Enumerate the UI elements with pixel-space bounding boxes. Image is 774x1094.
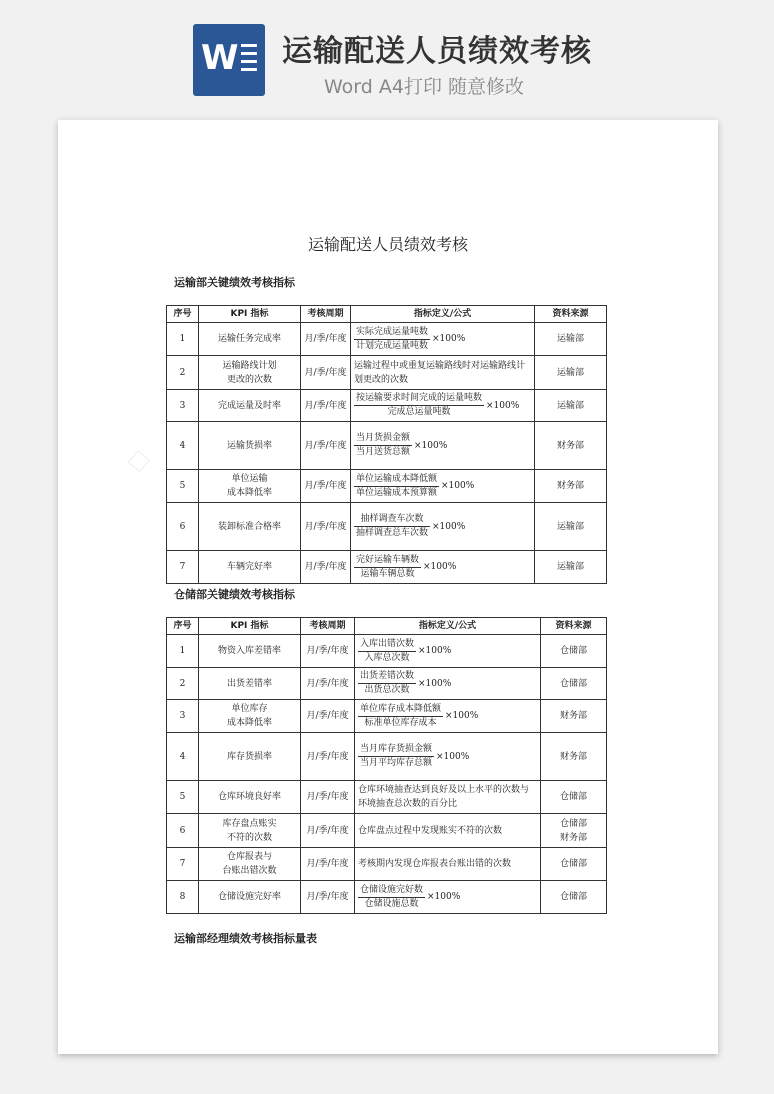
formula-numerator: 出货差错次数 xyxy=(358,670,416,684)
formula-fraction xyxy=(358,703,443,730)
storage-kpi-table xyxy=(166,617,607,914)
table-row xyxy=(167,356,607,390)
source-cell xyxy=(535,390,607,422)
kpi-name-line: 物资入库差错率 xyxy=(217,646,281,656)
kpi-cell xyxy=(199,356,301,390)
row-number: 2 xyxy=(167,668,199,700)
header-cycle: 考核周期 xyxy=(301,618,355,635)
cycle-cell: 月/季/年度 xyxy=(301,668,355,700)
table-row xyxy=(167,503,607,551)
formula-denominator: 完成总运量吨数 xyxy=(387,407,451,417)
source-name: 财务部 xyxy=(556,481,584,491)
source-cell xyxy=(535,470,607,503)
formula-numerator: 实际完成运量吨数 xyxy=(354,326,430,340)
formula-multiplier: ×100% xyxy=(445,711,479,721)
kpi-cell xyxy=(199,503,301,551)
table-header-row xyxy=(167,306,607,323)
formula-multiplier: ×100% xyxy=(423,562,457,572)
table-row xyxy=(167,635,607,668)
row-number: 5 xyxy=(167,781,199,814)
banner xyxy=(0,0,774,112)
definition-text: 运输过程中或重复运输路线时对运输路线计划更改的次数 xyxy=(354,360,526,385)
kpi-name-line: 仓库报表与 xyxy=(226,852,272,862)
document-page xyxy=(58,120,718,1054)
source-cell xyxy=(535,422,607,470)
header-source: 资料来源 xyxy=(535,306,607,323)
kpi-cell xyxy=(199,781,301,814)
transport-kpi-table xyxy=(166,305,607,584)
source-name: 财务部 xyxy=(559,832,587,843)
kpi-cell xyxy=(199,733,301,781)
definition-cell xyxy=(351,551,535,584)
kpi-name-line: 运输货损率 xyxy=(226,440,272,451)
definition-cell xyxy=(355,848,541,881)
kpi-name-line: 装卸标准合格率 xyxy=(217,521,281,532)
banner-subtitle: Word A4打印 随意修改 xyxy=(324,76,525,98)
table-row xyxy=(167,881,607,914)
definition-cell xyxy=(355,668,541,700)
kpi-cell xyxy=(199,390,301,422)
row-number: 3 xyxy=(167,390,199,422)
cycle-cell: 月/季/年度 xyxy=(301,814,355,848)
kpi-cell xyxy=(199,881,301,914)
cycle-cell: 月/季/年度 xyxy=(301,781,355,814)
cycle-cell: 月/季/年度 xyxy=(301,470,351,503)
formula-numerator: 完好运输车辆数 xyxy=(354,554,421,568)
table-row xyxy=(167,551,607,584)
formula-fraction xyxy=(358,743,434,770)
cycle-cell: 月/季/年度 xyxy=(301,635,355,668)
cycle-cell: 月/季/年度 xyxy=(301,356,351,390)
source-name: 仓储部 xyxy=(559,859,587,869)
formula-fraction xyxy=(354,326,430,353)
formula-multiplier: ×100% xyxy=(436,751,470,762)
kpi-name-line: 单位库存 xyxy=(231,704,268,714)
row-number: 7 xyxy=(167,848,199,881)
kpi-name-line: 库存货损率 xyxy=(226,751,272,762)
word-logo-letter: W xyxy=(201,38,239,78)
cycle-cell: 月/季/年度 xyxy=(301,700,355,733)
definition-cell xyxy=(355,700,541,733)
kpi-cell xyxy=(199,814,301,848)
header-cycle: 考核周期 xyxy=(301,306,351,323)
formula-multiplier: ×100% xyxy=(414,440,448,451)
table-row xyxy=(167,848,607,881)
source-name: 运输部 xyxy=(556,521,584,532)
kpi-name-line: 库存盘点账实 xyxy=(222,818,277,829)
kpi-cell xyxy=(199,470,301,503)
kpi-name-line: 运输路线计划 xyxy=(222,360,277,371)
kpi-name-line: 运输任务完成率 xyxy=(217,334,281,344)
source-cell xyxy=(541,700,607,733)
definition-cell xyxy=(355,733,541,781)
kpi-cell xyxy=(199,848,301,881)
formula-numerator: 入库出错次数 xyxy=(358,638,416,652)
formula-numerator: 单位运输成本降低额 xyxy=(354,473,439,487)
header-no: 序号 xyxy=(167,306,199,323)
source-name: 仓储部 xyxy=(559,892,587,902)
source-name: 财务部 xyxy=(556,440,584,451)
table-row xyxy=(167,422,607,470)
kpi-cell xyxy=(199,551,301,584)
definition-cell xyxy=(355,881,541,914)
formula-multiplier: ×100% xyxy=(441,481,475,491)
formula-fraction xyxy=(354,554,421,581)
formula-denominator: 当月送货总额 xyxy=(356,447,411,457)
section-title-storage: 仓储部关键绩效考核指标 xyxy=(174,588,295,601)
header-kpi: KPI 指标 xyxy=(199,618,301,635)
row-number: 5 xyxy=(167,470,199,503)
source-name: 运输部 xyxy=(556,334,584,344)
header-definition: 指标定义/公式 xyxy=(351,306,535,323)
source-name: 运输部 xyxy=(556,367,584,378)
definition-cell xyxy=(351,470,535,503)
cycle-cell: 月/季/年度 xyxy=(301,390,351,422)
row-number: 8 xyxy=(167,881,199,914)
kpi-name-line: 仓库环境良好率 xyxy=(217,792,281,802)
row-number: 6 xyxy=(167,503,199,551)
definition-cell xyxy=(351,422,535,470)
formula-fraction xyxy=(358,638,416,665)
kpi-name-line: 更改的次数 xyxy=(226,374,272,385)
source-name: 仓储部 xyxy=(559,792,587,802)
formula-denominator: 运输车辆总数 xyxy=(360,568,415,579)
source-name: 仓储部 xyxy=(559,646,587,656)
table-row xyxy=(167,700,607,733)
cycle-cell: 月/季/年度 xyxy=(301,881,355,914)
kpi-name-line: 仓储设施完好率 xyxy=(217,892,281,902)
source-cell xyxy=(541,781,607,814)
kpi-cell xyxy=(199,422,301,470)
row-number: 4 xyxy=(167,422,199,470)
kpi-cell xyxy=(199,323,301,356)
definition-cell xyxy=(351,390,535,422)
definition-cell xyxy=(351,323,535,356)
formula-numerator: 当月库存货损金额 xyxy=(358,743,434,757)
header-kpi: KPI 指标 xyxy=(199,306,301,323)
kpi-cell xyxy=(199,635,301,668)
cycle-cell: 月/季/年度 xyxy=(301,733,355,781)
table-row xyxy=(167,781,607,814)
definition-text: 仓库环境抽查达到良好及以上水平的次数与环境抽查总次数的百分比 xyxy=(358,785,530,809)
source-cell xyxy=(541,635,607,668)
formula-fraction xyxy=(358,884,425,911)
source-cell xyxy=(541,733,607,781)
formula-multiplier: ×100% xyxy=(432,334,466,344)
source-name: 运输部 xyxy=(556,400,584,411)
table-row xyxy=(167,390,607,422)
formula-multiplier: ×100% xyxy=(418,678,452,689)
formula-numerator: 单位库存成本降低额 xyxy=(358,703,443,717)
source-cell xyxy=(535,356,607,390)
header-no: 序号 xyxy=(167,618,199,635)
formula-denominator: 仓储设施总数 xyxy=(364,898,419,909)
row-number: 3 xyxy=(167,700,199,733)
formula-fraction xyxy=(354,392,484,419)
formula-multiplier: ×100% xyxy=(486,400,520,411)
definition-cell xyxy=(355,781,541,814)
section-title-manager: 运输部经理绩效考核指标量表 xyxy=(174,932,317,945)
kpi-name-line: 台账出错次数 xyxy=(222,866,277,876)
banner-title: 运输配送人员绩效考核 xyxy=(282,34,592,69)
source-name: 仓储部 xyxy=(559,818,587,829)
table-row xyxy=(167,323,607,356)
formula-multiplier: ×100% xyxy=(427,892,461,902)
kpi-cell xyxy=(199,668,301,700)
source-cell xyxy=(535,503,607,551)
kpi-name-line: 成本降低率 xyxy=(226,488,272,498)
formula-fraction xyxy=(354,513,430,540)
formula-denominator: 标准单位库存成本 xyxy=(364,717,437,728)
kpi-cell xyxy=(199,700,301,733)
formula-denominator: 抽样调查总车次数 xyxy=(356,528,429,538)
definition-cell xyxy=(355,814,541,848)
source-cell xyxy=(541,881,607,914)
formula-multiplier: ×100% xyxy=(432,521,466,532)
cycle-cell: 月/季/年度 xyxy=(301,422,351,470)
formula-numerator: 抽样调查车次数 xyxy=(354,513,430,527)
word-icon xyxy=(193,24,265,96)
formula-fraction xyxy=(358,670,416,697)
source-name: 运输部 xyxy=(556,562,584,572)
formula-denominator: 计划完成运量吨数 xyxy=(356,340,429,351)
kpi-name-line: 单位运输 xyxy=(231,474,268,484)
kpi-name-line: 成本降低率 xyxy=(226,718,272,728)
section-title-transport: 运输部关键绩效考核指标 xyxy=(174,276,295,289)
source-name: 财务部 xyxy=(559,711,587,721)
cycle-cell: 月/季/年度 xyxy=(301,503,351,551)
kpi-name-line: 不符的次数 xyxy=(226,832,272,843)
row-number: 7 xyxy=(167,551,199,584)
document-title: 运输配送人员绩效考核 xyxy=(307,235,468,254)
formula-denominator: 出货总次数 xyxy=(364,685,410,695)
source-cell xyxy=(541,848,607,881)
source-cell xyxy=(535,551,607,584)
source-cell xyxy=(541,668,607,700)
table-row xyxy=(167,668,607,700)
kpi-name-line: 车辆完好率 xyxy=(226,562,272,572)
row-number: 2 xyxy=(167,356,199,390)
header-definition: 指标定义/公式 xyxy=(355,618,541,635)
source-name: 仓储部 xyxy=(559,678,587,689)
row-number: 4 xyxy=(167,733,199,781)
cycle-cell: 月/季/年度 xyxy=(301,551,351,584)
formula-denominator: 当月平均库存总额 xyxy=(360,758,433,768)
definition-text: 考核期内发现仓库报表台账出错的次数 xyxy=(358,859,512,869)
formula-fraction xyxy=(354,432,412,459)
cycle-cell: 月/季/年度 xyxy=(301,323,351,356)
formula-numerator: 按运输要求时间完成的运量吨数 xyxy=(354,392,484,406)
cycle-cell: 月/季/年度 xyxy=(301,848,355,881)
row-number: 1 xyxy=(167,323,199,356)
table-row xyxy=(167,733,607,781)
kpi-name-line: 完成运量及时率 xyxy=(217,400,281,411)
definition-cell xyxy=(351,503,535,551)
row-number: 6 xyxy=(167,814,199,848)
formula-numerator: 仓储设施完好数 xyxy=(358,884,425,898)
watermark: ☐ xyxy=(122,446,154,479)
kpi-name-line: 出货差错率 xyxy=(226,678,272,689)
row-number: 1 xyxy=(167,635,199,668)
definition-cell xyxy=(351,356,535,390)
table-row xyxy=(167,814,607,848)
source-name: 财务部 xyxy=(559,751,587,762)
formula-denominator: 入库总次数 xyxy=(364,652,410,663)
source-cell xyxy=(535,323,607,356)
formula-fraction xyxy=(354,473,439,500)
header-source: 资料来源 xyxy=(541,618,607,635)
table-header-row xyxy=(167,618,607,635)
table-row xyxy=(167,470,607,503)
formula-multiplier: ×100% xyxy=(418,646,452,656)
definition-text: 仓库盘点过程中发现账实不符的次数 xyxy=(358,825,503,836)
definition-cell xyxy=(355,635,541,668)
formula-numerator: 当月货损金额 xyxy=(354,432,412,446)
formula-denominator: 单位运输成本预算额 xyxy=(356,487,438,498)
source-cell xyxy=(541,814,607,848)
